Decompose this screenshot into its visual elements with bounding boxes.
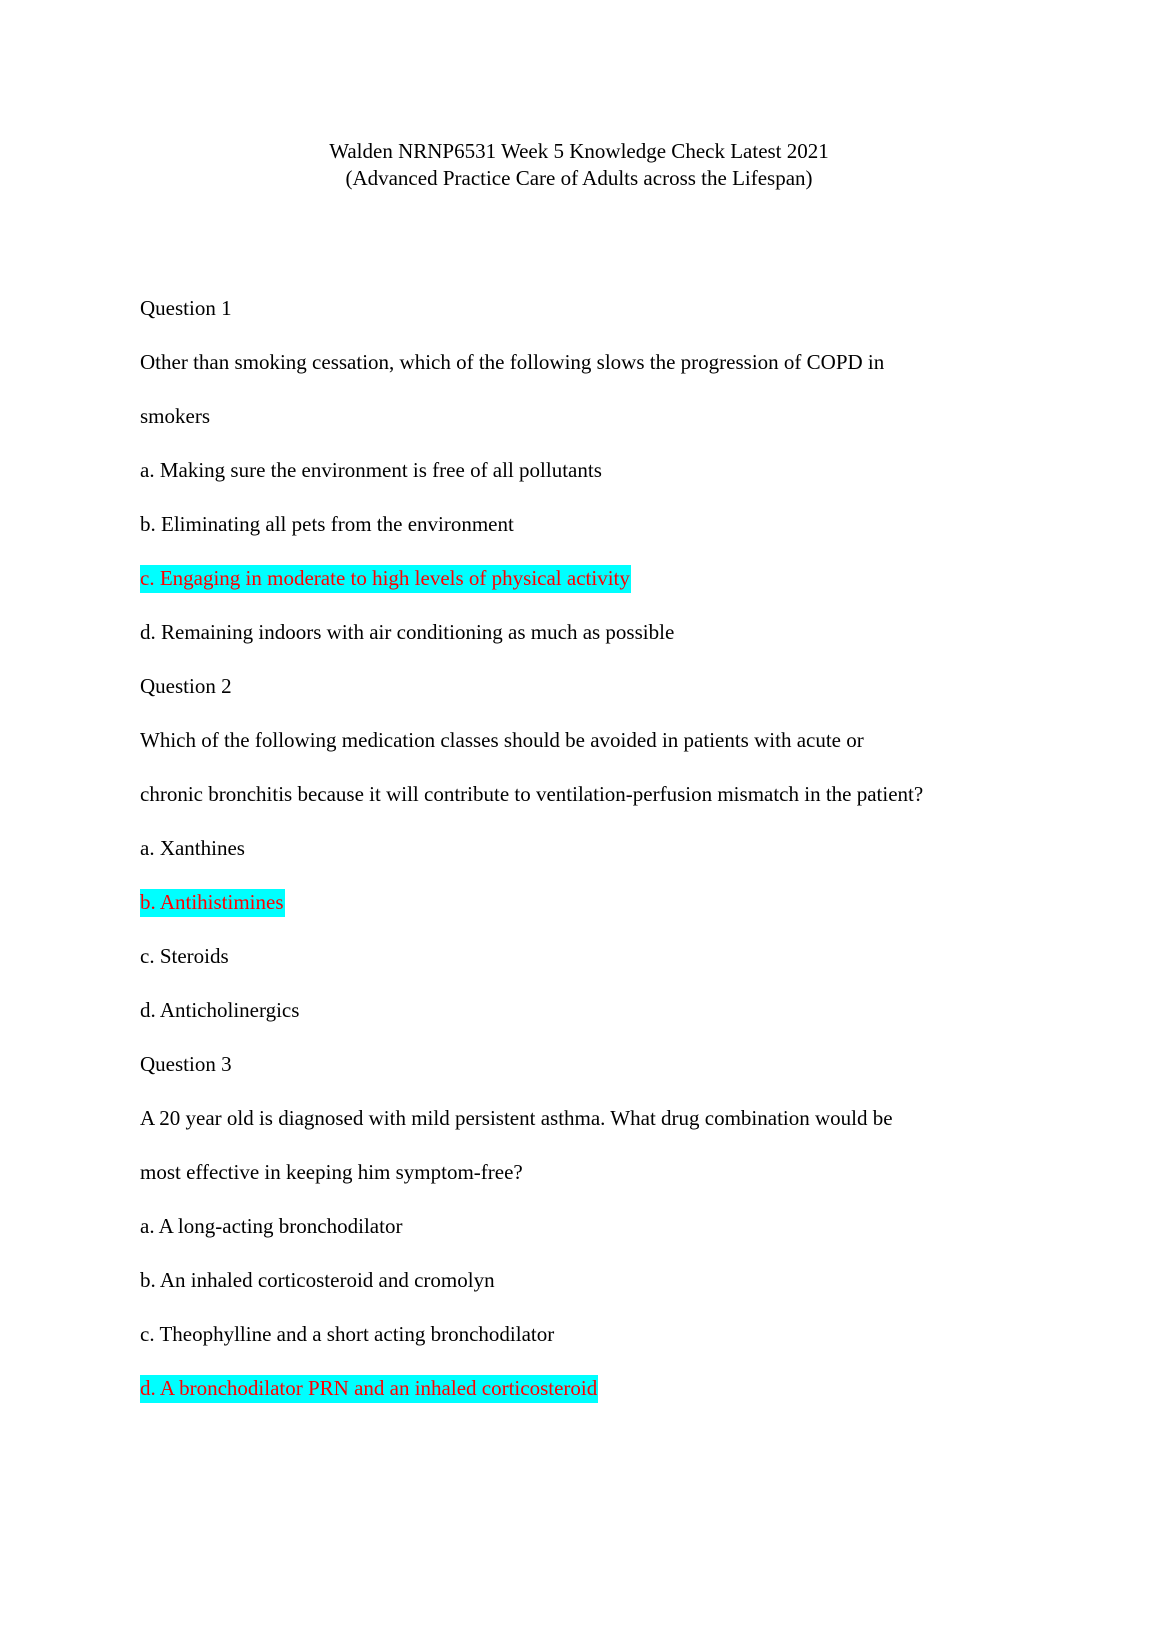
answer-option: c. Theophylline and a short acting bronchodilator xyxy=(140,1322,555,1346)
highlighted-answer: d. A bronchodilator PRN and an inhaled corticosteroid xyxy=(140,1375,598,1403)
question-list xyxy=(140,298,1040,1432)
question-prompt-line: smokers xyxy=(140,404,210,428)
question-heading: Question 1 xyxy=(140,296,232,320)
highlighted-answer: c. Engaging in moderate to high levels of physical activity xyxy=(140,565,631,593)
answer-option: a. Making sure the environment is free of all pollutants xyxy=(140,458,602,482)
question-prompt-line: A 20 year old is diagnosed with mild persistent asthma. What drug combination would be xyxy=(140,1106,893,1130)
question-heading: Question 3 xyxy=(140,1052,232,1076)
answer-option-correct xyxy=(140,1378,1040,1432)
highlighted-answer: b. Antihistimines xyxy=(140,889,285,917)
answer-option: c. Steroids xyxy=(140,944,229,968)
document-title xyxy=(0,138,1158,192)
question-prompt-line: Other than smoking cessation, which of the following slows the progression of COPD in xyxy=(140,350,885,374)
answer-option: a. A long-acting bronchodilator xyxy=(140,1214,403,1238)
answer-option: a. Xanthines xyxy=(140,836,245,860)
question-prompt-line: most effective in keeping him symptom-free? xyxy=(140,1160,523,1184)
answer-option: b. An inhaled corticosteroid and cromolyn xyxy=(140,1268,495,1292)
answer-option-correct xyxy=(140,568,1040,622)
question-prompt-line: chronic bronchitis because it will contribute to ventilation-perfusion mismatch in the patient? xyxy=(140,782,924,806)
answer-option-correct xyxy=(140,892,1040,946)
question-prompt-line: Which of the following medication classes should be avoided in patients with acute or xyxy=(140,728,864,752)
answer-option: b. Eliminating all pets from the environment xyxy=(140,512,514,536)
title-line-1: Walden NRNP6531 Week 5 Knowledge Check Latest 2021 xyxy=(329,139,829,163)
title-line-2: (Advanced Practice Care of Adults across the Lifespan) xyxy=(345,166,813,190)
answer-option: d. Remaining indoors with air conditioning as much as possible xyxy=(140,620,675,644)
question-heading: Question 2 xyxy=(140,674,232,698)
answer-option: d. Anticholinergics xyxy=(140,998,300,1022)
